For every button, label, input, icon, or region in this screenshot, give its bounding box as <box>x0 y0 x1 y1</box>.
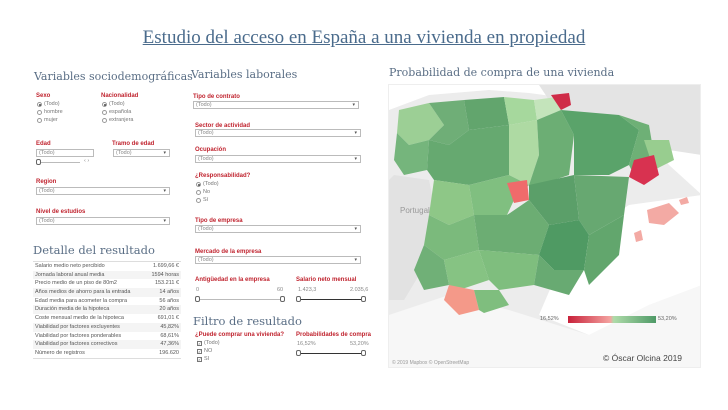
detalle-table <box>33 261 181 359</box>
row-label: Viabilidad por factores excluyentes <box>35 323 120 330</box>
author-credit: © Óscar Olcina 2019 <box>603 353 683 363</box>
row-label: Número de registros <box>35 349 85 356</box>
prob-max: 53,20% <box>350 341 369 347</box>
slider-handle-min[interactable] <box>195 296 200 302</box>
sexo-radios <box>37 100 63 124</box>
salario-max: 2.035,6 <box>350 287 369 293</box>
puede-label: ¿Puede comprar una vivienda? <box>195 332 285 338</box>
antiguedad-max: 60 <box>277 287 284 293</box>
contrato-label: Tipo de contrato <box>193 94 240 100</box>
salario-label: Salario neto mensual <box>296 277 357 283</box>
table-row <box>33 332 181 341</box>
legend-max: 53,20% <box>658 316 677 322</box>
edad-label: Edad <box>36 141 51 147</box>
puede-option[interactable]: ✓ SI <box>198 356 210 362</box>
radio-icon <box>196 198 201 203</box>
slider-handle[interactable] <box>36 159 41 165</box>
table-row <box>33 262 181 271</box>
mercado-dropdown[interactable]: (Todo) ▾ <box>195 256 361 264</box>
row-value: 153.211 € <box>154 280 179 287</box>
sexo-option[interactable]: hombre <box>37 108 63 116</box>
sexo-option[interactable]: (Todo) <box>37 100 63 108</box>
region-dropdown[interactable]: (Todo) ▾ <box>36 187 170 195</box>
row-value: 68,61% <box>160 332 179 339</box>
contrato-dropdown[interactable]: (Todo) ▾ <box>193 101 359 109</box>
row-label: Viabilidad por factores correctivos <box>35 341 118 348</box>
choropleth-map[interactable] <box>388 84 701 368</box>
map-heading: Probabilidad de compra de una vivienda <box>389 66 615 79</box>
slider-handle-max[interactable] <box>280 296 285 302</box>
chevron-down-icon: ▾ <box>354 226 357 232</box>
table-row <box>33 349 181 358</box>
responsabilidad-option[interactable]: No <box>196 188 219 196</box>
tramo-dropdown[interactable]: (Todo) ▾ <box>113 149 170 157</box>
legend-min: 16,52% <box>540 316 559 322</box>
radio-icon <box>196 182 201 187</box>
radio-icon <box>196 190 201 195</box>
prob-slider[interactable] <box>296 350 366 356</box>
prob-min: 16,52% <box>297 341 316 347</box>
salario-slider[interactable] <box>296 296 366 302</box>
slider-handle-min[interactable] <box>296 296 301 302</box>
responsabilidad-option[interactable]: Sí <box>196 196 219 204</box>
antiguedad-min: 0 <box>196 287 200 293</box>
chevron-down-icon: ▾ <box>354 257 357 263</box>
row-value: 691,01 € <box>157 315 179 322</box>
radio-icon <box>37 118 42 123</box>
row-label: Viabilidad por factores ponderables <box>35 332 122 339</box>
puede-option[interactable]: ✓ NO <box>198 348 213 354</box>
estudios-dropdown[interactable]: (Todo) ▾ <box>36 217 170 225</box>
page-title: Estudio del acceso en España a una vivienda en propiedad <box>142 27 586 48</box>
row-label: Años medios de ahorro para la entrada <box>35 289 131 296</box>
chevron-down-icon: ▾ <box>163 150 166 156</box>
table-row <box>33 279 181 288</box>
responsabilidad-option[interactable]: (Todo) <box>196 180 219 188</box>
row-value: 47,36% <box>160 341 179 348</box>
tramo-label: Tramo de edad <box>112 141 155 147</box>
sexo-option[interactable]: mujer <box>37 116 63 124</box>
checkbox-checked-icon: ✓ <box>198 340 202 346</box>
sector-dropdown[interactable]: (Todo) ▾ <box>195 129 361 137</box>
row-label: Coste mensual medio de la hipoteca <box>35 315 124 322</box>
map-credit[interactable]: © 2019 Mapbox © OpenStreetMap <box>392 360 470 366</box>
radio-icon <box>102 110 107 115</box>
slider-handle-min[interactable] <box>296 350 301 356</box>
table-row <box>33 340 181 349</box>
row-label: Duración media de la hipoteca <box>35 306 110 313</box>
antiguedad-label: Antigüedad en la empresa <box>195 277 270 283</box>
portugal-label: Portugal <box>400 206 430 215</box>
legend-color-bar <box>568 316 656 323</box>
sector-label: Sector de actividad <box>195 123 251 129</box>
slider-handle-max[interactable] <box>361 350 366 356</box>
table-row <box>33 305 181 314</box>
region-label: Region <box>36 179 57 185</box>
chevron-down-icon: ▾ <box>352 102 355 108</box>
radio-icon <box>37 102 42 107</box>
antiguedad-slider[interactable] <box>195 296 285 302</box>
table-row <box>33 288 181 297</box>
puede-checkboxes <box>197 339 220 363</box>
row-label: Edad media para acometer la compra <box>35 297 128 304</box>
row-value: 14 años <box>159 289 179 296</box>
row-label: Jornada laboral anual media <box>35 271 105 278</box>
row-value: 1.699,66 € <box>153 263 179 269</box>
row-label: Salario medio neto percibido <box>35 263 105 269</box>
table-row <box>33 314 181 323</box>
laborales-heading: Variables laborales <box>191 68 298 81</box>
table-row <box>33 297 181 306</box>
nacionalidad-option[interactable]: extranjera <box>102 116 133 124</box>
nacionalidad-option[interactable]: española <box>102 108 133 116</box>
row-value: 56 años <box>159 297 179 304</box>
mercado-label: Mercado de la empresa <box>195 249 262 255</box>
ocupacion-label: Ocupación <box>195 147 227 153</box>
tipo-empresa-label: Tipo de empresa <box>195 218 243 224</box>
socio-heading: Variables sociodemográficas <box>34 70 193 83</box>
chevron-down-icon: ▾ <box>354 156 357 162</box>
chevron-down-icon: ▾ <box>163 188 166 194</box>
row-value: 196.620 <box>159 349 179 356</box>
table-row <box>33 271 181 280</box>
edad-step-buttons[interactable]: ‹ › <box>84 158 90 164</box>
nacionalidad-option[interactable]: (Todo) <box>102 100 133 108</box>
checkbox-checked-icon: ✓ <box>198 348 202 354</box>
filtro-heading: Filtro de resultado <box>193 314 302 328</box>
radio-icon <box>37 110 42 115</box>
table-row <box>33 323 181 332</box>
radio-icon <box>102 102 107 107</box>
row-value: 1594 horas <box>151 271 179 278</box>
row-value: 45,82% <box>160 323 179 330</box>
edad-slider[interactable] <box>36 159 82 165</box>
tipo-empresa-dropdown[interactable]: (Todo) ▾ <box>195 225 361 233</box>
checkbox-checked-icon: ✓ <box>198 356 202 362</box>
salario-min: 1.423,3 <box>298 287 317 293</box>
chevron-down-icon: ▾ <box>163 218 166 224</box>
chevron-down-icon: ▾ <box>354 130 357 136</box>
row-label: Precio medio de un piso de 80m2 <box>35 280 117 287</box>
puede-option[interactable]: ✓ (Todo) <box>198 340 220 346</box>
detalle-heading: Detalle del resultado <box>33 243 155 257</box>
edad-input[interactable]: (Todo) <box>36 149 94 157</box>
sexo-label: Sexo <box>36 93 51 99</box>
responsabilidad-radios <box>196 180 219 204</box>
ocupacion-dropdown[interactable]: (Todo) ▾ <box>195 155 361 163</box>
prob-label: Probabilidades de compra <box>296 332 372 338</box>
spain-map-graphic <box>389 85 701 368</box>
nacionalidad-label: Nacionalidad <box>101 93 139 99</box>
responsabilidad-label: ¿Responsabilidad? <box>195 173 251 179</box>
row-value: 20 años <box>159 306 179 313</box>
radio-icon <box>102 118 107 123</box>
slider-handle-max[interactable] <box>361 296 366 302</box>
nacionalidad-radios <box>102 100 133 124</box>
estudios-label: Nivel de estudios <box>36 209 86 215</box>
